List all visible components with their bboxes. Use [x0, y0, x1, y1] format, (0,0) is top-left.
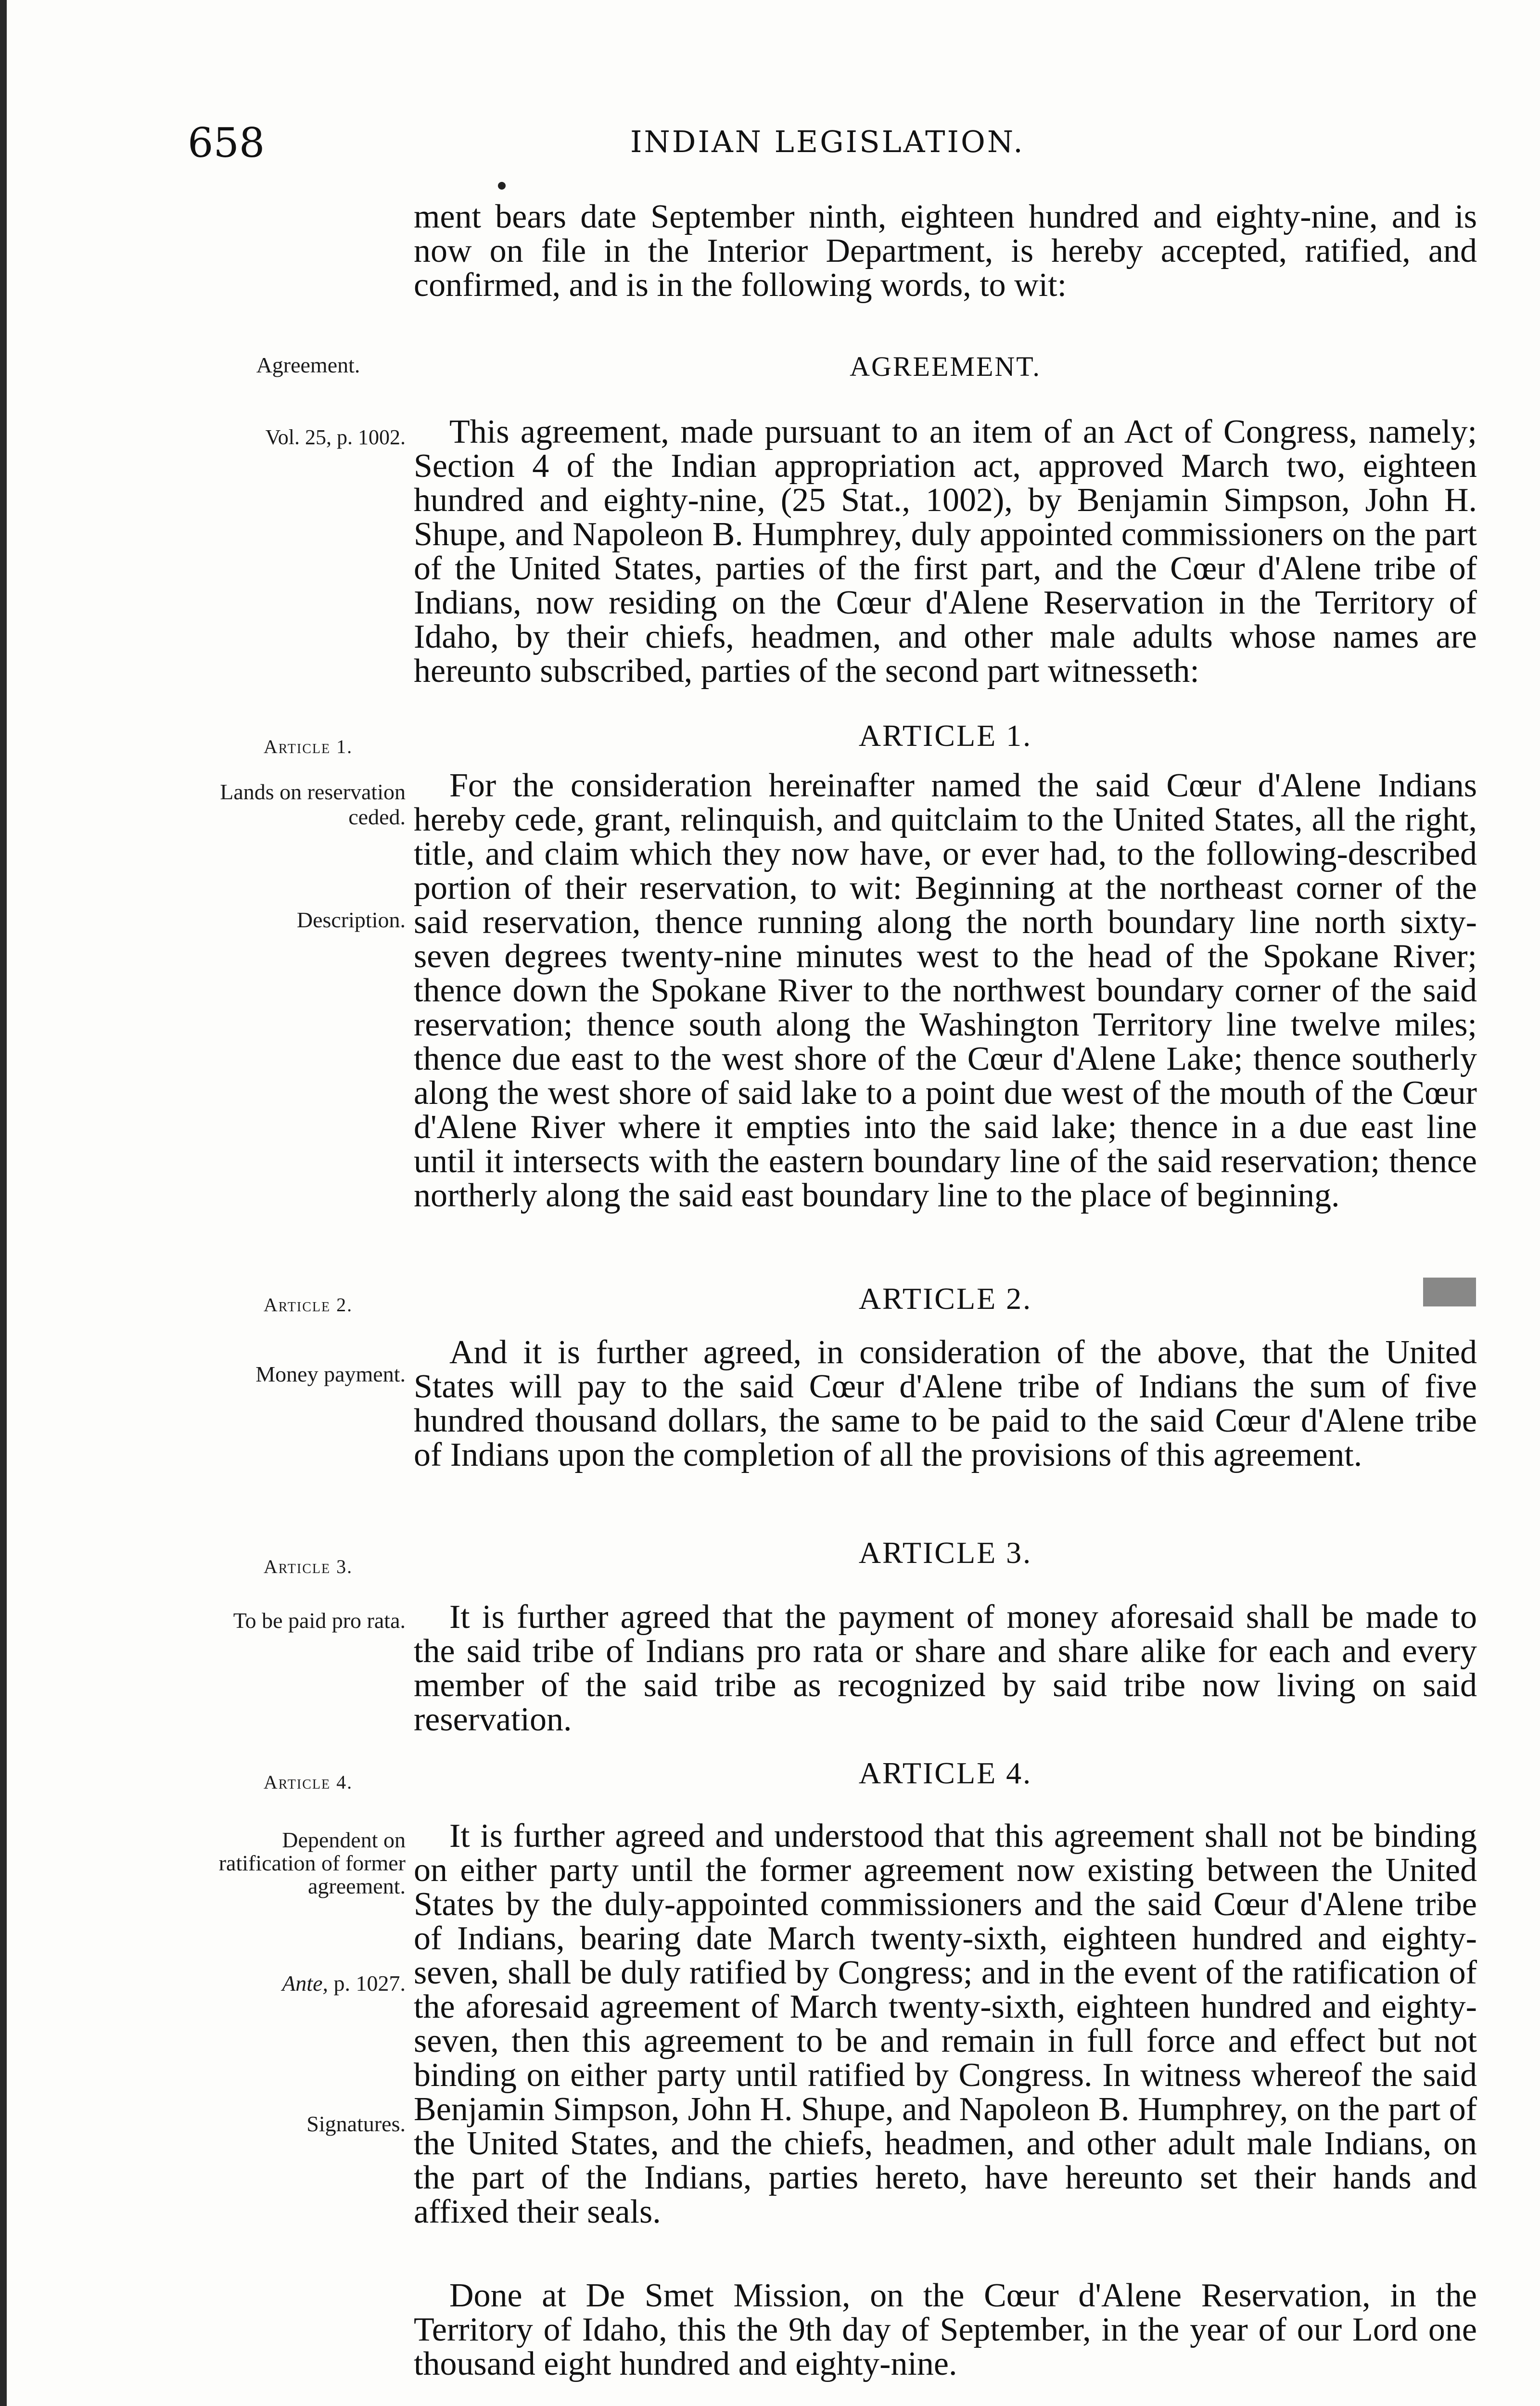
agreement-heading: AGREEMENT. — [850, 351, 1041, 382]
margin-citation: Vol. 25, p. 1002. — [265, 425, 406, 449]
intro-paragraph: ment bears date September ninth, eighteen hundred and eighty-nine, and is now on file in the Interior Department, is hereby accepted, ratified, and confirmed, and is in the following words, to wit: — [414, 198, 1477, 304]
article-2-text: And it is further agreed, in consideration of the above, that the United States will pay to the said Cœur d'Alene tribe of Indians the sum of five hundred thousand dollars, the same to be paid to the said Cœur d'Alene tribe of Indians upon the completion of all the provisions of this agreement. — [414, 1334, 1477, 1473]
article-1-text: For the consideration hereinafter named the said Cœur d'Alene Indians hereby cede, grant, relinquish, and quitclaim to the United States, all the right, title, and claim which they now have, or ever had, to the following-described portion of their reservation, to wit: Beginning at the northeast corner of the said reservation, thence running along the north boundary line north sixty-seven degrees twenty-nine minutes west to the head of the Spokane River; thence down the Spokane River to the northwest boundary corner of the said reservation; thence south along the Washington Territory line twelve miles; thence due east to the west shore of the Cœur d'Alene Lake; thence southerly along the west shore of said lake to a point due west of the mouth of the Cœur d'Alene River where it empties into the said lake; thence in a due east line until it intersects with the eastern boundary line of the said reservation; thence northerly along the said east boundary line to the place of beginning. — [414, 767, 1477, 1214]
margin-signatures: Signatures. — [306, 2112, 406, 2136]
margin-pro-rata: To be paid pro rata. — [233, 1608, 406, 1633]
margin-article-2: Article 2. — [263, 1294, 353, 1316]
article-3-text: It is further agreed that the payment of money aforesaid shall be made to the said tribe of Indians pro rata or share and share alike for each and every member of the said tribe as recognized by said tribe now living on said reservation. — [414, 1599, 1477, 1738]
margin-article-1: Article 1. — [263, 736, 353, 757]
article-4-heading: ARTICLE 4. — [858, 1756, 1032, 1790]
closing-paragraph: Done at De Smet Mission, on the Cœur d'Alene Reservation, in the Territory of Idaho, this the 9th day of September, in the year of our Lord one thousand eight hundred and eighty-nine. — [414, 2277, 1477, 2382]
margin-lands-ceded: Lands on reservation ceded. — [220, 780, 406, 829]
margin-description: Description. — [296, 908, 406, 932]
article-1-heading: ARTICLE 1. — [858, 718, 1032, 753]
margin-article-4: Article 4. — [263, 1771, 353, 1793]
margin-ante-word: Ante, — [282, 1971, 328, 1996]
page-number: 658 — [188, 119, 265, 166]
scan-speck — [498, 182, 506, 190]
margin-article-3: Article 3. — [263, 1556, 353, 1577]
margin-agreement: Agreement. — [256, 353, 360, 377]
agreement-preamble: This agreement, made pursuant to an item of an Act of Congress, namely; Section 4 of the Indian appropriation act, approved March two, eighteen hundred and eighty-nine, (25 Stat., 1002), by Benjamin Simpson, John H. Shupe, and Napoleon B. Humphrey, duly appointed commissioners on the part of the United States, parties of the first part, and the Cœur d'Alene tribe of Indians, now residing on the Cœur d'Alene Reservation in the Territory of Idaho, by their chiefs, headmen, and other male adults whose names are hereunto subscribed, parties of the second part witnesseth: — [414, 413, 1477, 690]
margin-ante-page: p. 1027. — [328, 1971, 406, 1996]
article-3-heading: ARTICLE 3. — [858, 1536, 1032, 1570]
margin-money-payment: Money payment. — [255, 1362, 406, 1386]
running-title: INDIAN LEGISLATION. — [630, 124, 1025, 159]
scan-smudge — [1423, 1278, 1476, 1306]
margin-dependent-ratification: Dependent on ratification of former agreement. — [218, 1828, 406, 1898]
article-4-text: It is further agreed and understood that this agreement shall not be binding on either party until the former agreement now existing between the United States by the duly-appointed commissioners and the said Cœur d'Alene tribe of Indians, bearing date March twenty-sixth, eighteen hundred and eighty-seven, shall be duly ratified by Congress; and in the event of the ratification of the aforesaid agreement of March twenty-sixth, eighteen hundred and eighty-seven, then this agreement to be and remain in full force and effect but not binding on either party until ratified by Congress. In witness whereof the said Benjamin Simpson, John H. Shupe, and Napoleon B. Humphrey, on the part of the United States, and the chiefs, headmen, and other adult male Indians, on the part of the Indians, parties hereto, have hereunto set their hands and affixed their seals. — [414, 1817, 1477, 2230]
scan-edge — [0, 0, 7, 2406]
article-2-heading: ARTICLE 2. — [858, 1281, 1032, 1316]
margin-ante-citation — [211, 1972, 406, 1995]
